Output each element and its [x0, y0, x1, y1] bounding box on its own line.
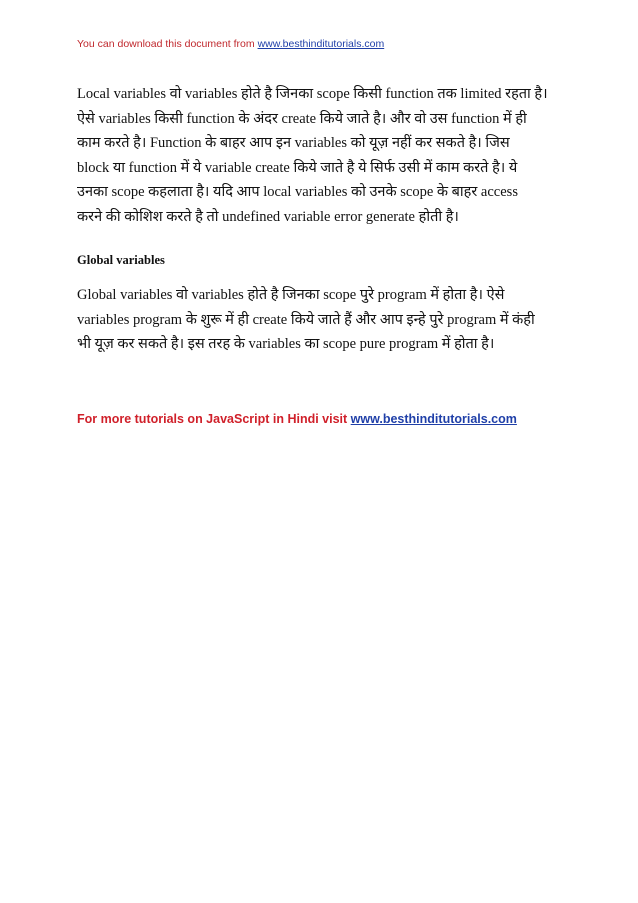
footer-site-link[interactable]: www.besthinditutorials.com — [350, 412, 517, 426]
footer-text: For more tutorials on JavaScript in Hindi visit — [77, 412, 351, 426]
paragraph-line: भी यूज़ कर सकते है। इस तरह के variables का scope pure program में होता है। — [77, 336, 495, 352]
global-variables-paragraph — [77, 283, 535, 357]
paragraph-line: ऐसे variables किसी function के अंदर create किये जाते है। और वो उस function में ही — [77, 110, 527, 127]
download-notice-text: You can download this document from — [77, 38, 258, 50]
paragraph-line: काम करते है। Function के बाहर आप इन variables को यूज़ नहीं कर सकते है। जिस — [77, 135, 510, 151]
paragraph-line: करने की कोशिश करते है तो undefined variable error generate होती है। — [77, 208, 459, 225]
paragraph-line: Local variables वो variables होते है जिनका scope किसी function तक limited रहता है। — [77, 86, 548, 102]
paragraph-line: उनका scope कहलाता है। यदि आप local variables को उनके scope के बाहर access — [77, 184, 518, 200]
paragraph-line: variables program के शुरू में ही create किये जाते हैं और आप इन्हे पुरे program में कंही — [77, 311, 535, 328]
local-variables-paragraph — [77, 82, 548, 229]
paragraph-line: Global variables वो variables होते है जिनका scope पुरे program में होता है। ऐसे — [77, 287, 505, 303]
paragraph-line: block या function में ये variable create किये जाते है ये सिर्फ उसी में काम करते है। ये — [77, 159, 518, 176]
header-site-link[interactable]: www.besthinditutorials.com — [257, 38, 385, 50]
footer-promo — [77, 412, 517, 426]
download-notice — [77, 38, 384, 50]
global-variables-heading: Global variables — [77, 253, 165, 267]
